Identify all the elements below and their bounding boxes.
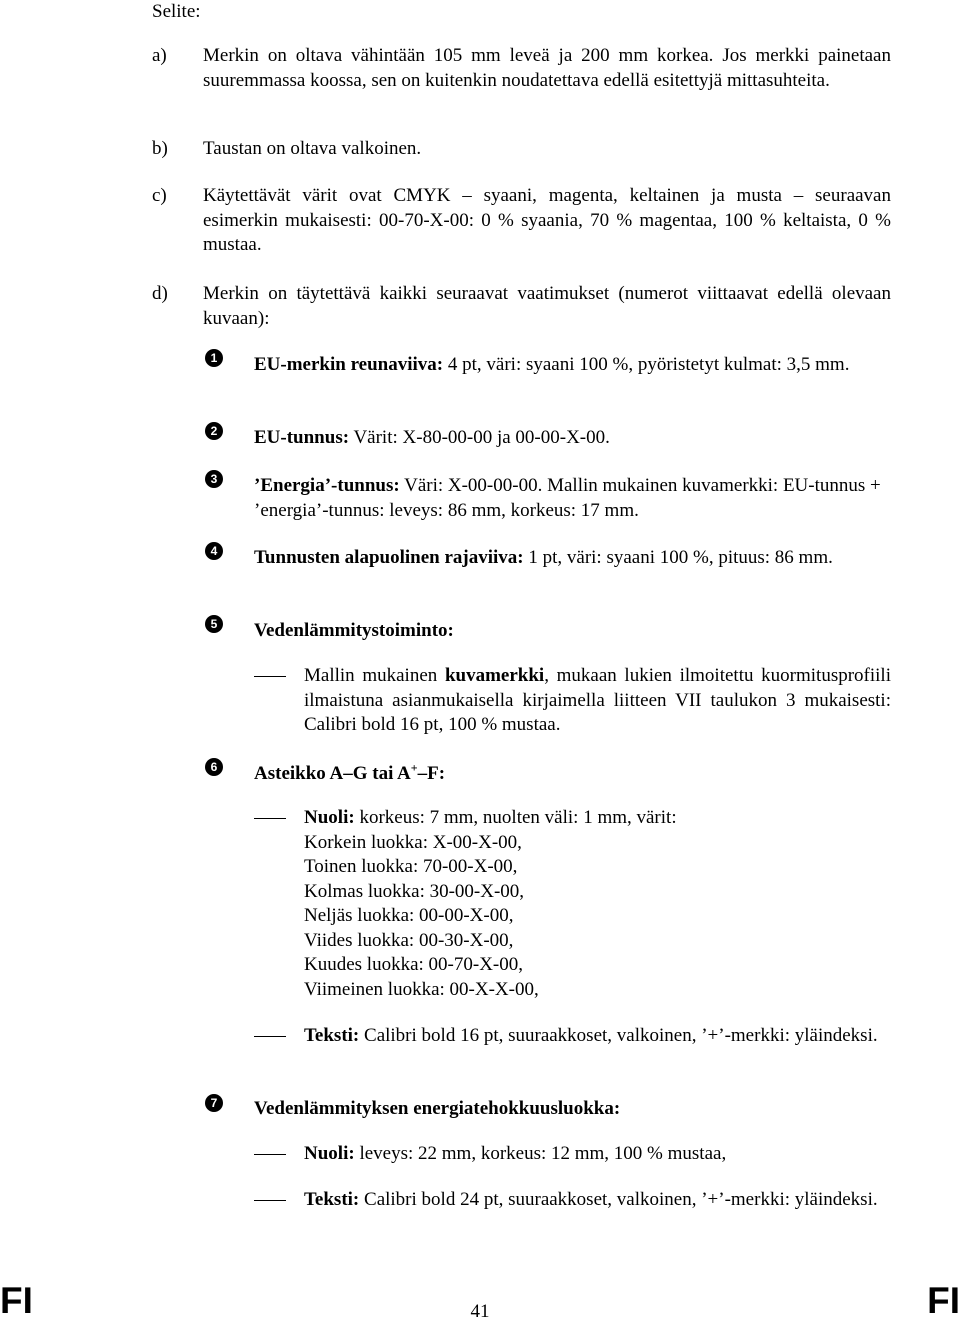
item-a-text: Merkin on oltava vähintään 105 mm leveä ja 200 mm korkea. Jos merkki painetaan suuremmassa koossa, sen on kuitenkin noudatettava edellä esitettyjä mittasuhteita.	[203, 45, 891, 91]
superscript-plus: +	[410, 760, 418, 775]
item-a-label: a)	[152, 45, 167, 66]
requirement-3-title: ’Energia’-tunnus:	[254, 475, 400, 496]
class-color-line: Korkein luokka: X-00-X-00,	[304, 831, 522, 853]
item-c-label: c)	[152, 185, 167, 206]
legend-heading: Selite:	[152, 1, 201, 22]
requirement-4-text: 1 pt, väri: syaani 100 %, pituus: 86 mm.	[523, 547, 833, 568]
number-1-badge: 1	[205, 349, 223, 367]
requirement-6-title	[254, 760, 446, 784]
number-3-badge: 3	[205, 470, 223, 488]
number-2-badge: 2	[205, 422, 223, 440]
text-spec-title: Teksti:	[304, 1025, 360, 1046]
page-number: 41	[470, 1301, 490, 1322]
requirement-6-title-main: Asteikko A–G tai A	[254, 763, 411, 784]
item-b-text: Taustan on oltava valkoinen.	[203, 138, 422, 159]
requirement-1-text: 4 pt, väri: syaani 100 %, pyöristetyt kulmat: 3,5 mm.	[443, 354, 850, 375]
number-4-badge: 4	[205, 542, 223, 560]
requirement-7-title: Vedenlämmityksen energiatehokkuusluokka:	[254, 1098, 621, 1119]
item-c-text: Käytettävät värit ovat CMYK – syaani, magenta, keltainen ja musta – seuraavan esimerkin mukaisesti: 00-70-X-00: 0 % syaania, 70 % magentaa, 100 % keltaista, 0 % mustaa.	[203, 185, 891, 255]
class-color-line: Kuudes luokka: 00-70-X-00,	[304, 954, 523, 975]
class-color-line: Neljäs luokka: 00-00-X-00,	[304, 905, 514, 926]
requirement-3	[254, 474, 891, 523]
arrow-spec-text: korkeus: 7 mm, nuolten väli: 1 mm, värit:	[354, 807, 677, 828]
dash-marker	[254, 1036, 286, 1037]
requirement-3-text: Väri: X-00-00-00. Mallin mukainen kuvamerkki: EU-tunnus + ’energia’-tunnus: leveys: 86 mm, korkeus: 17 mm.	[254, 475, 881, 521]
requirement-7-sub-2	[304, 1188, 891, 1213]
requirement-5-title: Vedenlämmitystoiminto:	[254, 620, 454, 641]
language-code-left: FI	[0, 1280, 33, 1321]
requirement-4-title: Tunnusten alapuolinen rajaviiva:	[254, 547, 524, 568]
number-6-badge: 6	[205, 758, 223, 776]
arrow-spec	[304, 806, 891, 831]
arrow-spec-text: leveys: 22 mm, korkeus: 12 mm, 100 % mustaa,	[354, 1143, 727, 1164]
item-d-text: Merkin on täytettävä kaikki seuraavat vaatimukset (numerot viittaavat edellä olevaan kuvaan):	[203, 283, 891, 329]
item-d-label: d)	[152, 283, 168, 304]
requirement-4	[254, 546, 891, 571]
requirement-7	[254, 1097, 891, 1122]
class-color-line: Kolmas luokka: 30-00-X-00,	[304, 880, 525, 902]
class-color-line: Viides luokka: 00-30-X-00,	[304, 929, 514, 951]
requirement-5-sub	[304, 664, 891, 738]
dash-marker	[254, 1154, 286, 1155]
dash-marker	[254, 676, 286, 677]
class-color-line: Toinen luokka: 70-00-X-00,	[304, 856, 518, 877]
requirement-7-sub-1	[304, 1142, 891, 1167]
requirement-6	[254, 762, 891, 787]
requirement-2	[254, 426, 891, 451]
text-spec-text: Calibri bold 16 pt, suuraakkoset, valkoinen, ’+’-merkki: yläindeksi.	[359, 1025, 878, 1046]
requirement-5-sub-text: Mallin mukainen	[304, 665, 445, 686]
class-color-line: Viimeinen luokka: 00-X-X-00,	[304, 978, 539, 1000]
requirement-1	[254, 353, 891, 378]
arrow-spec-title: Nuoli:	[304, 807, 355, 828]
dash-marker	[254, 818, 286, 819]
requirement-1-title: EU-merkin reunaviiva:	[254, 354, 444, 375]
requirement-6-sub-2	[304, 1024, 891, 1049]
text-spec-text: Calibri bold 24 pt, suuraakkoset, valkoinen, ’+’-merkki: yläindeksi.	[359, 1189, 878, 1210]
requirement-2-title: EU-tunnus:	[254, 427, 350, 448]
dash-marker	[254, 1200, 286, 1201]
requirement-2-text: Värit: X-80-00-00 ja 00-00-X-00.	[349, 427, 610, 448]
requirement-6-sub-1	[304, 806, 891, 1002]
requirement-5	[254, 619, 891, 644]
number-5-badge: 5	[205, 615, 223, 633]
requirement-5-sub-bold: kuvamerkki	[444, 665, 545, 686]
arrow-spec-title: Nuoli:	[304, 1143, 355, 1164]
number-7-badge: 7	[205, 1094, 223, 1112]
text-spec-title: Teksti:	[304, 1189, 360, 1210]
item-b-label: b)	[152, 138, 168, 159]
requirement-5-sub-text-end: , mukaan lukien ilmoitettu kuormitusprofiili ilmaistuna asianmukaisella kirjaimella liitteen VII taulukon 3 mukaisesti: Calibri bold 16 pt, 100 % mustaa.	[304, 665, 891, 735]
language-code-right: FI	[927, 1280, 960, 1321]
requirement-6-title-end: –F:	[417, 763, 446, 784]
